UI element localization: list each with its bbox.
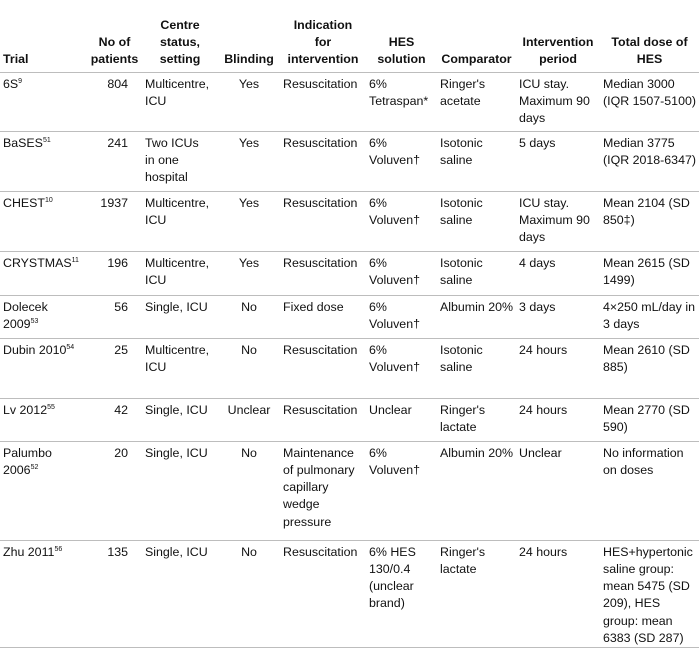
header-comparator	[437, 0, 516, 72]
cell-line: Ringer's	[440, 402, 486, 417]
reference-superscript: 9	[18, 77, 23, 85]
cell-line: ICU	[145, 359, 167, 374]
cell-centre	[142, 540, 218, 648]
cell-line: 4 days	[519, 255, 556, 270]
cell-line: No information	[603, 445, 684, 460]
cell-line: lactate	[440, 419, 477, 434]
cell-hes-solution	[366, 131, 437, 191]
cell-intervention-period	[516, 338, 600, 398]
cell-centre	[142, 398, 218, 441]
cell-line: ICU	[145, 212, 167, 227]
cell-line: Resuscitation	[283, 402, 358, 417]
cell-line: Multicentre,	[145, 195, 210, 210]
cell-line: wedge	[283, 497, 320, 512]
cell-line: Voluven†	[369, 462, 420, 477]
cell-line: saline	[440, 152, 473, 167]
header-line: Blinding	[224, 52, 274, 67]
reference-superscript: 55	[47, 403, 55, 411]
cell-line: Single, ICU	[145, 299, 208, 314]
cell-line: Isotonic	[440, 342, 483, 357]
cell-patients: 196	[87, 251, 142, 295]
cell-line: 850‡)	[603, 212, 635, 227]
cell-intervention-period	[516, 441, 600, 540]
cell-line: Isotonic	[440, 135, 483, 150]
cell-trial	[0, 131, 87, 191]
cell-trial	[0, 398, 87, 441]
cell-intervention-period	[516, 131, 600, 191]
cell-trial	[0, 441, 87, 540]
cell-line: Maximum 90	[519, 93, 590, 108]
reference-superscript: 10	[45, 196, 53, 204]
cell-line: Mean 2104 (SD	[603, 195, 690, 210]
header-line: Trial	[3, 52, 29, 67]
cell-line: days	[519, 230, 546, 245]
cell-intervention-period	[516, 540, 600, 648]
cell-patients: 804	[87, 72, 142, 131]
reference-superscript: 53	[30, 317, 39, 325]
cell-line: 24 hours	[519, 342, 568, 357]
cell-hes-solution	[366, 72, 437, 131]
cell-line: 6%	[369, 445, 387, 460]
cell-centre	[142, 338, 218, 398]
cell-total-dose	[600, 251, 699, 295]
header-dose	[600, 0, 699, 72]
cell-trial	[0, 72, 87, 131]
header-row	[0, 0, 699, 72]
header-line: intervention	[287, 52, 359, 67]
cell-hes-solution	[366, 295, 437, 338]
trial-name-line	[3, 445, 84, 462]
cell-comparator	[437, 131, 516, 191]
cell-line: days	[519, 111, 546, 126]
trial-name-line	[3, 299, 84, 316]
cell-line: Single, ICU	[145, 445, 208, 460]
cell-centre	[142, 191, 218, 251]
header-hes	[366, 0, 437, 72]
cell-line: group: mean	[603, 613, 673, 628]
header-indication	[280, 0, 366, 72]
cell-line: Mean 2770 (SD	[603, 402, 690, 417]
header-line: patients	[90, 52, 139, 67]
cell-hes-solution	[366, 251, 437, 295]
cell-line: Unclear	[519, 445, 562, 460]
table-header	[0, 0, 699, 72]
header-line: setting	[159, 52, 201, 67]
cell-indication	[280, 191, 366, 251]
cell-comparator	[437, 72, 516, 131]
cell-comparator	[437, 295, 516, 338]
cell-line: Two ICUs	[145, 135, 199, 150]
trial-name: CRYSTMAS	[3, 255, 72, 270]
cell-line: Multicentre,	[145, 342, 210, 357]
cell-indication	[280, 295, 366, 338]
trial-name-line	[3, 544, 84, 561]
cell-line: Single, ICU	[145, 544, 208, 559]
cell-line: saline group:	[603, 561, 674, 576]
cell-blinding: Yes	[218, 131, 280, 191]
cell-line: (unclear	[369, 579, 414, 594]
cell-line: of pulmonary	[283, 462, 355, 477]
cell-line: Resuscitation	[283, 195, 358, 210]
cell-line: 1499)	[603, 272, 635, 287]
cell-line: Resuscitation	[283, 135, 358, 150]
cell-line: 130/0.4	[369, 561, 411, 576]
table-row	[0, 131, 699, 191]
trial-year-line	[3, 316, 84, 333]
cell-line: 6383 (SD 287)	[603, 630, 684, 645]
cell-line: Multicentre,	[145, 76, 210, 91]
cell-line: 885)	[603, 359, 628, 374]
cell-line: 6%	[369, 195, 387, 210]
cell-line: Isotonic	[440, 255, 483, 270]
cell-indication	[280, 251, 366, 295]
table-row	[0, 398, 699, 441]
reference-superscript: 54	[66, 343, 75, 351]
trial-name: Palumbo	[3, 445, 52, 460]
cell-comparator	[437, 441, 516, 540]
header-line: for	[314, 34, 332, 49]
cell-centre	[142, 251, 218, 295]
cell-line: capillary	[283, 480, 329, 495]
cell-total-dose	[600, 338, 699, 398]
cell-comparator	[437, 191, 516, 251]
cell-line: (IQR 2018-6347)	[603, 152, 696, 167]
cell-trial	[0, 295, 87, 338]
cell-line: Mean 2610 (SD	[603, 342, 690, 357]
cell-centre	[142, 72, 218, 131]
cell-line: ICU	[145, 93, 167, 108]
cell-line: Voluven†	[369, 316, 420, 331]
cell-line: Voluven†	[369, 152, 420, 167]
cell-patients: 20	[87, 441, 142, 540]
cell-indication	[280, 338, 366, 398]
cell-line: brand)	[369, 596, 405, 611]
trial-name-line	[3, 76, 84, 93]
table-row	[0, 540, 699, 648]
cell-indication	[280, 540, 366, 648]
cell-line: Voluven†	[369, 212, 420, 227]
cell-line: Resuscitation	[283, 544, 358, 559]
cell-line: Multicentre,	[145, 255, 210, 270]
cell-trial	[0, 338, 87, 398]
reference-superscript: 51	[42, 136, 51, 144]
trial-name: Zhu 2011	[3, 544, 55, 559]
cell-comparator	[437, 540, 516, 648]
header-centre	[142, 0, 218, 72]
cell-line: Ringer's	[440, 76, 486, 91]
cell-line: Fixed dose	[283, 299, 344, 314]
cell-line: 6%	[369, 76, 387, 91]
cell-line: 6% HES	[369, 544, 416, 559]
header-line: Indication	[293, 17, 353, 32]
table-body	[0, 72, 699, 648]
cell-hes-solution	[366, 540, 437, 648]
cell-blinding: Yes	[218, 191, 280, 251]
cell-line: mean 5475 (SD	[603, 579, 690, 594]
cell-line: lactate	[440, 561, 477, 576]
cell-patients: 1937	[87, 191, 142, 251]
cell-line: ICU	[145, 272, 167, 287]
cell-line: 6%	[369, 342, 387, 357]
cell-line: Albumin 20%	[440, 299, 514, 314]
reference-superscript: 52	[30, 463, 39, 471]
cell-line: Albumin 20%	[440, 445, 514, 460]
cell-line: 3 days	[519, 299, 556, 314]
cell-total-dose	[600, 131, 699, 191]
cell-line: 3 days	[603, 316, 640, 331]
header-line: Total dose of	[611, 34, 688, 49]
cell-blinding: No	[218, 295, 280, 338]
cell-line: Resuscitation	[283, 76, 358, 91]
cell-line: Voluven†	[369, 359, 420, 374]
cell-line: ICU stay.	[519, 195, 570, 210]
trial-name: BaSES	[3, 135, 43, 150]
cell-line: 590)	[603, 419, 628, 434]
cell-intervention-period	[516, 251, 600, 295]
cell-patients: 42	[87, 398, 142, 441]
cell-comparator	[437, 398, 516, 441]
cell-line: 209), HES	[603, 596, 661, 611]
cell-indication	[280, 72, 366, 131]
cell-centre	[142, 295, 218, 338]
trial-name: Lv 2012	[3, 402, 48, 417]
cell-blinding: No	[218, 441, 280, 540]
cell-blinding: Yes	[218, 72, 280, 131]
cell-line: Mean 2615 (SD	[603, 255, 690, 270]
cell-total-dose	[600, 540, 699, 648]
header-line: period	[539, 52, 577, 67]
cell-line: Median 3775	[603, 135, 675, 150]
cell-line: saline	[440, 272, 473, 287]
cell-centre	[142, 441, 218, 540]
cell-line: 6%	[369, 135, 387, 150]
cell-hes-solution	[366, 441, 437, 540]
cell-total-dose	[600, 441, 699, 540]
cell-hes-solution	[366, 398, 437, 441]
reference-superscript: 56	[54, 545, 63, 553]
cell-blinding: No	[218, 540, 280, 648]
cell-line: 6%	[369, 255, 387, 270]
cell-total-dose	[600, 72, 699, 131]
table-row	[0, 72, 699, 131]
cell-line: Voluven†	[369, 272, 420, 287]
cell-trial	[0, 191, 87, 251]
cell-blinding: Yes	[218, 251, 280, 295]
cell-line: in one	[145, 152, 179, 167]
trial-year-line	[3, 462, 84, 479]
cell-total-dose	[600, 191, 699, 251]
cell-line: acetate	[440, 93, 481, 108]
trial-name-line	[3, 342, 84, 359]
header-line: No of	[98, 34, 131, 49]
trial-name: CHEST	[3, 195, 45, 210]
table-row	[0, 191, 699, 251]
cell-intervention-period	[516, 191, 600, 251]
cell-line: 5 days	[519, 135, 556, 150]
cell-indication	[280, 441, 366, 540]
cell-centre	[142, 131, 218, 191]
header-line: Comparator	[441, 52, 512, 67]
cell-line: HES+hypertonic	[603, 544, 693, 559]
header-period	[516, 0, 600, 72]
cell-patients: 135	[87, 540, 142, 648]
cell-line: pressure	[283, 514, 332, 529]
table-row	[0, 295, 699, 338]
trial-name: Dubin 2010	[3, 342, 67, 357]
cell-comparator	[437, 338, 516, 398]
trial-name-line	[3, 255, 84, 272]
table-row	[0, 251, 699, 295]
cell-patients: 241	[87, 131, 142, 191]
table-row	[0, 441, 699, 540]
cell-trial	[0, 540, 87, 648]
cell-intervention-period	[516, 295, 600, 338]
trial-name: Dolecek	[3, 299, 48, 314]
cell-line: on doses	[603, 462, 654, 477]
header-line: solution	[377, 52, 426, 67]
trial-year: 2009	[3, 316, 31, 331]
reference-superscript: 11	[71, 256, 79, 264]
cell-line: Tetraspan*	[369, 93, 429, 108]
trial-name-line	[3, 135, 84, 152]
table-row	[0, 338, 699, 398]
trial-name: 6S	[3, 76, 19, 91]
header-line: HES	[636, 52, 663, 67]
cell-total-dose	[600, 398, 699, 441]
cell-line: Maintenance	[283, 445, 354, 460]
cell-line: saline	[440, 359, 473, 374]
header-trial	[0, 0, 87, 72]
header-line: Intervention	[522, 34, 594, 49]
cell-blinding: No	[218, 338, 280, 398]
trial-name-line	[3, 195, 84, 212]
cell-hes-solution	[366, 338, 437, 398]
cell-line: Median 3000	[603, 76, 675, 91]
header-line: HES	[388, 34, 415, 49]
cell-hes-solution	[366, 191, 437, 251]
cell-line: Ringer's	[440, 544, 486, 559]
header-blinding	[218, 0, 280, 72]
cell-line: 24 hours	[519, 544, 568, 559]
trial-year: 2006	[3, 462, 31, 477]
cell-indication	[280, 398, 366, 441]
header-line: status,	[160, 34, 200, 49]
cell-comparator	[437, 251, 516, 295]
cell-line: Resuscitation	[283, 342, 358, 357]
cell-line: 4×250 mL/day in	[603, 299, 695, 314]
header-line: Centre	[160, 17, 200, 32]
cell-intervention-period	[516, 398, 600, 441]
cell-line: hospital	[145, 170, 188, 185]
cell-indication	[280, 131, 366, 191]
cell-line: 6%	[369, 299, 387, 314]
header-patients	[87, 0, 142, 72]
cell-patients: 25	[87, 338, 142, 398]
cell-line: Maximum 90	[519, 212, 590, 227]
cell-trial	[0, 251, 87, 295]
cell-line: Resuscitation	[283, 255, 358, 270]
cell-intervention-period	[516, 72, 600, 131]
cell-line: saline	[440, 212, 473, 227]
cell-line: Single, ICU	[145, 402, 208, 417]
trial-name-line	[3, 402, 84, 419]
cell-line: Isotonic	[440, 195, 483, 210]
cell-blinding: Unclear	[218, 398, 280, 441]
cell-line: 24 hours	[519, 402, 568, 417]
cell-line: (IQR 1507-5100)	[603, 93, 696, 108]
cell-patients: 56	[87, 295, 142, 338]
cell-total-dose	[600, 295, 699, 338]
cell-line: ICU stay.	[519, 76, 570, 91]
cell-line: Unclear	[369, 402, 412, 417]
